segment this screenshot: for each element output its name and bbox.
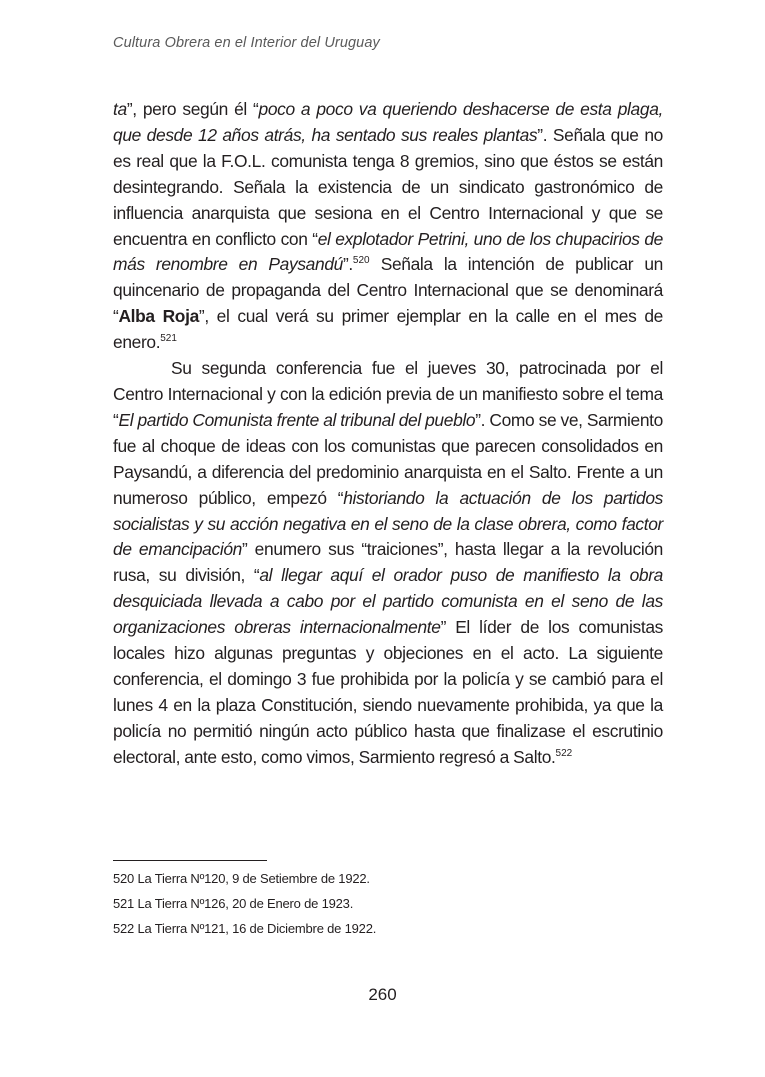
bold-title: Alba Roja (118, 306, 199, 327)
text-segment: Señala la intención de publicar un quincenario de propaganda del Centro Internacional que se denominará “ (113, 254, 663, 327)
text-segment: ”, el cual verá su primer ejemplar en la calle en el mes de enero. (113, 306, 663, 353)
footnote-ref-520: 520 (352, 255, 370, 267)
paragraph-2 (113, 356, 663, 771)
footnote-ref-522: 522 (555, 747, 573, 759)
text-segment: ”. Señala que no es real que la F.O.L. comunista tenga 8 gremios, sino que éstos se están desintegrando. Señala la existencia de un sindicato gastronómico de influencia anarquista que sesiona en el Centro Internacional y que se encuentra en conflicto con “ (113, 124, 663, 249)
page-number: 260 (368, 985, 397, 1004)
text-segment: ”, pero según él “ (126, 99, 259, 119)
italic-quote: al llegar aquí el orador puso de manifiesto la obra desquiciada llevada a cabo por el partido comunista en el seno de las organizaciones obreras internacionalmente (113, 565, 663, 638)
footnote-522: 522 La Tierra Nº121, 16 de Diciembre de 1922. (113, 921, 377, 936)
italic-quote: poco a poco va queriendo deshacerse de esta plaga, que desde 12 años atrás, ha sentado sus reales plantas (113, 99, 664, 145)
italic-quote: El partido Comunista frente al tribunal del pueblo (118, 409, 476, 430)
text-segment: Su segunda conferencia fue el jueves 30, patrocinada por el Centro Internacional y con la edición previa de un manifiesto sobre el tema “ (113, 358, 663, 430)
footnote-divider (113, 860, 267, 861)
text-segment: ”. (342, 254, 353, 275)
footnote-521: 521 La Tierra Nº126, 20 de Enero de 1923. (113, 896, 354, 911)
running-header: Cultura Obrera en el Interior del Uruguay (113, 35, 380, 51)
italic-quote: el explotador Petrini, uno de los chupacirios de más renombre en Paysandú (113, 228, 663, 275)
text-segment: ” enumero sus “traiciones”, hasta llegar a la revolución rusa, su división, “ (113, 539, 663, 586)
text-segment: ” El líder de los comunistas locales hizo algunas preguntas y objeciones en el acto. La siguiente conferencia, el domingo 3 fue prohibida por la policía y se cambió para el lunes 4 en la plaza Constitución, siendo nuevamente prohibida, ya que la policía no permitió ningún acto público hasta que finalizase el escrutinio electoral, ante esto, como vimos, Sarmiento regresó a Salto. (113, 617, 663, 767)
footnotes (113, 866, 663, 941)
italic-quote: historiando la actuación de los partidos socialistas y su acción negativa en el seno de la clase obrera, como factor de emancipación (113, 487, 663, 560)
text-segment: ”. Como se ve, Sarmiento fue al choque de ideas con los comunistas que parecen consolidados en Paysandú, a diferencia del predominio anarquista en el Salto. Frente a un numeroso público, empezó “ (113, 409, 663, 508)
footnote-520: 520 La Tierra Nº120, 9 de Setiembre de 1922. (113, 871, 370, 886)
italic-text: ta (113, 99, 127, 119)
body-text (113, 97, 663, 771)
footnote-ref-521: 521 (160, 333, 177, 345)
paragraph-1 (113, 97, 663, 356)
